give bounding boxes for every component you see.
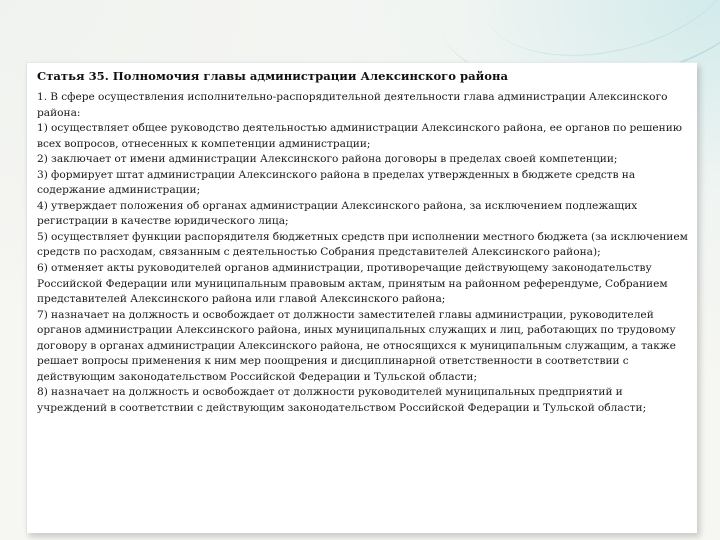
paragraph-item-2: 2) заключает от имени администрации Алексинского района договоры в пределах своей компетенции; [37, 153, 618, 166]
paragraph-item-1: 1) осуществляет общее руководство деятельностью администрации Алексинского района, ее органов по решению всех вопросов, отнесенных к компетенции администрации; [37, 122, 683, 150]
paragraph-item-8: 8) назначает на должность и освобождает от должности руководителей муниципальных предприятий и учреждений в соответствии с действующим законодательством Российской Федерации и Тульской области; [37, 386, 647, 414]
paragraph-item-7: 7) назначает на должность и освобождает от должности заместителей главы администрации, руководителей органов администрации Алексинского района, иных муниципальных служащих и лиц, работающих по трудовому договору в органах администрации Алексинского района, не относящихся к муниципальным служащим, а также решает вопросы применения к ним мер поощрения и дисциплинарной ответственности в соответствии с действующим законодательством Российской Федерации и Тульской области; [37, 308, 676, 383]
paragraph-item-3: 3) формирует штат администрации Алексинского района в пределах утвержденных в бюджете средств на содержание администрации; [37, 168, 636, 197]
slide-content [37, 69, 693, 416]
paragraph-item-4: 4) утверждает положения об органах администрации Алексинского района, за исключением подлежащих регистрации в качестве юридического лица; [37, 199, 638, 228]
paragraph-item-5: 5) осуществляет функции распорядителя бюджетных средств при исполнении местного бюджета (за исключением средств по расходам, связанным с деятельностью Собрания представителей Алексинского района); [37, 230, 688, 259]
article-title: Статья 35. Полномочия главы администрации Алексинского района [37, 69, 509, 83]
paragraph-intro: 1. В сфере осуществления исполнительно-распорядительной деятельности глава администрации Алексинского района: [37, 91, 668, 119]
slide-panel [26, 62, 697, 533]
paragraph-item-6: 6) отменяет акты руководителей органов администрации, противоречащие действующему законодательству Российской Федерации или муниципальным правовым актам, принятым на районном референдуме, Собранием представителей Алексинского района или главой Алексинского района; [37, 262, 668, 306]
